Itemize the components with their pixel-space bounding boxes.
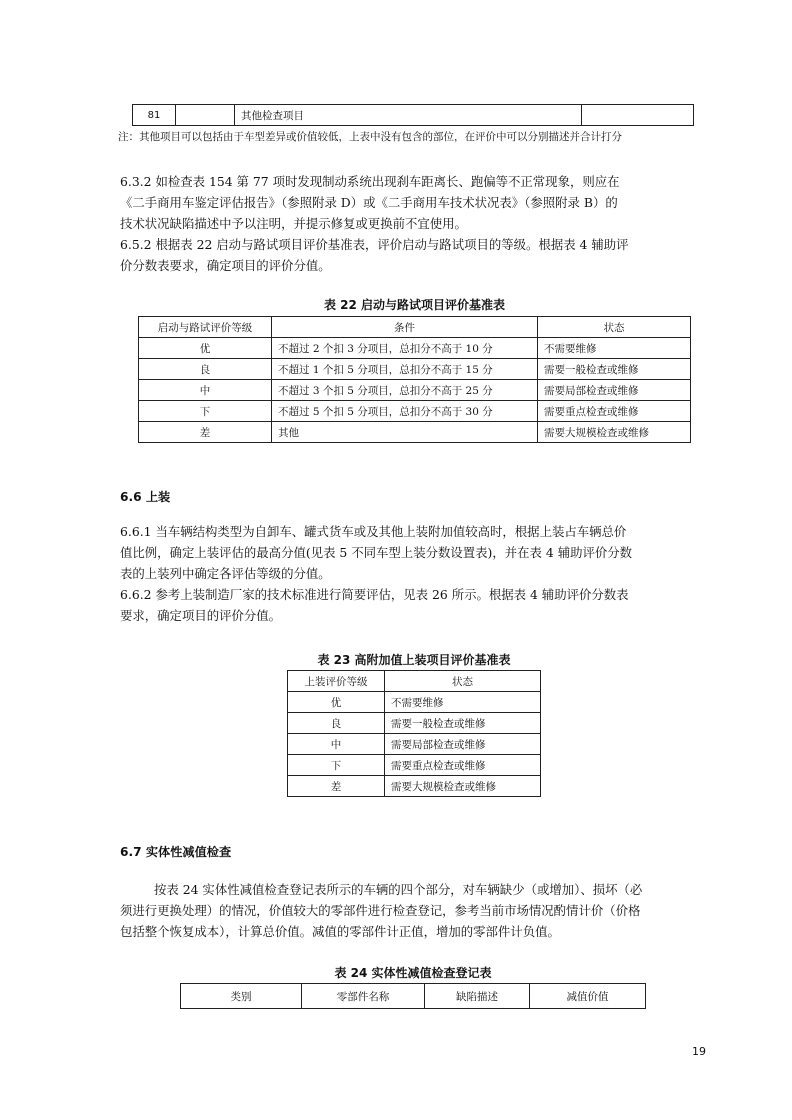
- status-cell: 需要大规模检查或维修: [385, 776, 541, 797]
- section-title-6-7: 6.7 实体性减值检查: [120, 845, 232, 859]
- grade-cell: 下: [139, 401, 272, 422]
- paragraph-6-6-2: [120, 584, 700, 626]
- table-24: [180, 983, 646, 1009]
- table-24-caption: 表 24 实体性减值检查登记表: [334, 966, 492, 980]
- column-header: 减值价值: [530, 984, 646, 1009]
- item-name: 其他检查项目: [235, 105, 582, 126]
- status-cell: 需要一般检查或维修: [538, 359, 691, 380]
- item-number: 81: [133, 105, 176, 126]
- table-row: [139, 359, 691, 380]
- grade-cell: 良: [139, 359, 272, 380]
- table-header-row: [288, 671, 541, 692]
- table-row: [288, 776, 541, 797]
- paragraph-6-7: [120, 879, 700, 942]
- empty-cell: [176, 105, 235, 126]
- column-header: 类别: [181, 984, 302, 1009]
- table-row: [133, 105, 694, 126]
- grade-cell: 优: [288, 692, 385, 713]
- table-header-row: [139, 317, 691, 338]
- text-line: 6.5.2 根据表 22 启动与路试项目评价基准表，评价启动与路试项目的等级。根据表 4 辅助评: [120, 237, 629, 252]
- text-line: 要求，确定项目的评价分值。: [120, 608, 282, 623]
- grade-cell: 差: [288, 776, 385, 797]
- grade-cell: 差: [139, 422, 272, 443]
- text-line: 《二手商用车鉴定评估报告》（参照附录 D）或《二手商用车技术状况表》（参照附录 B）的: [120, 195, 618, 210]
- page-number: 19: [692, 1045, 706, 1058]
- grade-cell: 下: [288, 755, 385, 776]
- table-23-caption: 表 23 高附加值上装项目评价基准表: [317, 653, 511, 667]
- text-line: 技术状况缺陷描述中予以注明，并提示修复或更换前不宜使用。: [120, 216, 467, 231]
- column-header: 状态: [538, 317, 691, 338]
- paragraph-6-3-2: [120, 171, 700, 234]
- grade-cell: 中: [139, 380, 272, 401]
- table-row: [139, 380, 691, 401]
- table-23: [287, 670, 541, 797]
- text-line: 须进行更换处理）的情况，价值较大的零部件进行检查登记，参考当前市场情况酌情计价（价格: [120, 903, 641, 918]
- text-line: 包括整个恢复成本），计算总价值。减值的零部件计正值，增加的零部件计负值。: [120, 924, 560, 939]
- status-cell: 需要大规模检查或维修: [538, 422, 691, 443]
- condition-cell: 不超过 2 个扣 3 分项目，总扣分不高于 10 分: [272, 338, 538, 359]
- section-title-6-6: 6.6 上装: [120, 490, 171, 504]
- text-line: 表的上装列中确定各评估等级的分值。: [120, 566, 331, 581]
- paragraph-6-6-1: [120, 521, 700, 584]
- paragraph-6-5-2: [120, 234, 700, 276]
- column-header: 缺陷描述: [425, 984, 530, 1009]
- condition-cell: 不超过 1 个扣 5 分项目，总扣分不高于 15 分: [272, 359, 538, 380]
- column-header: 启动与路试评价等级: [139, 317, 272, 338]
- table-row: [139, 422, 691, 443]
- status-cell: 需要局部检查或维修: [385, 734, 541, 755]
- status-cell: 不需要维修: [385, 692, 541, 713]
- text-line: 值比例，确定上装评估的最高分值(见表 5 不同车型上装分数设置表)，并在表 4 辅助评价分数: [120, 545, 633, 560]
- condition-cell: 不超过 5 个扣 5 分项目，总扣分不高于 30 分: [272, 401, 538, 422]
- table-row: [288, 692, 541, 713]
- column-header: 状态: [385, 671, 541, 692]
- column-header: 零部件名称: [302, 984, 425, 1009]
- condition-cell: 其他: [272, 422, 538, 443]
- text-line: 6.6.1 当车辆结构类型为自卸车、罐式货车或及其他上装附加值较高时，根据上装占车辆总价: [120, 524, 627, 539]
- empty-cell: [582, 105, 694, 126]
- text-line: 按表 24 实体性减值检查登记表所示的车辆的四个部分，对车辆缺少（或增加）、损坏（必: [154, 882, 643, 897]
- status-cell: 需要重点检查或维修: [385, 755, 541, 776]
- grade-cell: 优: [139, 338, 272, 359]
- text-line: 6.3.2 如检查表 154 第 77 项时发现制动系统出现刹车距离长、跑偏等不正常现象，则应在: [120, 174, 620, 189]
- status-cell: 需要重点检查或维修: [538, 401, 691, 422]
- status-cell: 需要局部检查或维修: [538, 380, 691, 401]
- column-header: 上装评价等级: [288, 671, 385, 692]
- table-note: 注：其他项目可以包括由于车型差异或价值较低，上表中没有包含的部位，在评价中可以分别描述并合计打分: [118, 131, 622, 143]
- grade-cell: 良: [288, 713, 385, 734]
- table-row: [139, 338, 691, 359]
- top-fragment-table: [132, 104, 694, 126]
- status-cell: 不需要维修: [538, 338, 691, 359]
- table-row: [288, 713, 541, 734]
- text-line: 6.6.2 参考上装制造厂家的技术标准进行简要评估，见表 26 所示。根据表 4 辅助评价分数表: [120, 587, 629, 602]
- table-row: [288, 755, 541, 776]
- table-22: [138, 316, 691, 443]
- column-header: 条件: [272, 317, 538, 338]
- grade-cell: 中: [288, 734, 385, 755]
- text-line: 价分数表要求，确定项目的评价分值。: [120, 258, 331, 273]
- table-header-row: [181, 984, 646, 1009]
- table-row: [139, 401, 691, 422]
- status-cell: 需要一般检查或维修: [385, 713, 541, 734]
- table-row: [288, 734, 541, 755]
- condition-cell: 不超过 3 个扣 5 分项目，总扣分不高于 25 分: [272, 380, 538, 401]
- table-22-caption: 表 22 启动与路试项目评价基准表: [323, 298, 506, 312]
